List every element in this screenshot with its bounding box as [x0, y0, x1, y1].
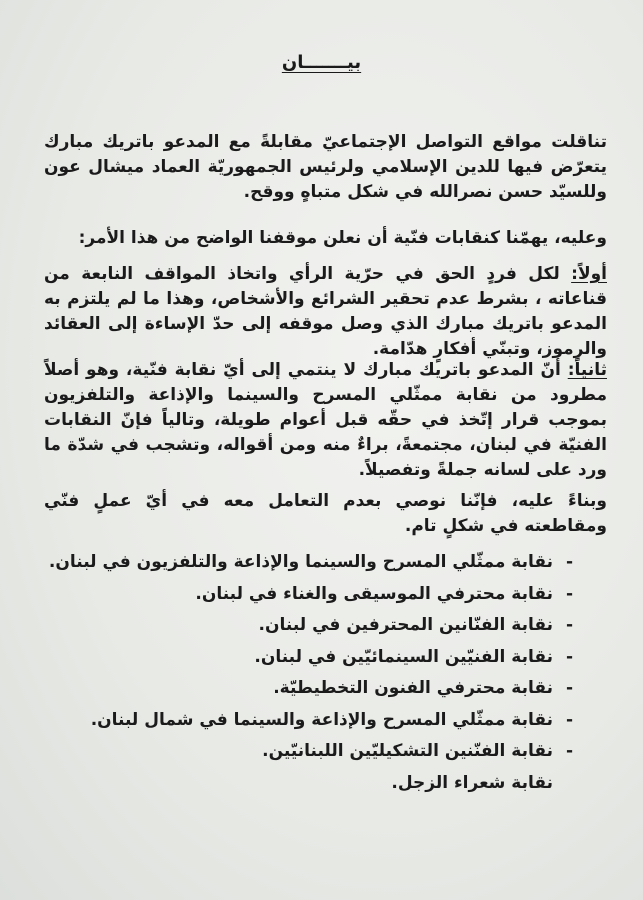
first-point-paragraph — [44, 262, 607, 362]
second-point-paragraph — [44, 358, 607, 483]
stance-paragraph: وعليه، يهمّنا كنقابات فنّية أن نعلن موقفنا الواضح من هذا الأمر: — [78, 228, 607, 248]
first-point-text: لكل فردٍ الحق في حرّية الرأي واتخاذ المواقف النابعة من قناعاته ، بشرط عدم تحقير الشرائع والأشخاص، وهذا ما لم يلتزم به المدعو باتريك مبارك الذي وصل موقفه إلى حدّ الإساءة إلى العقائد والرموز، وتبنّي أفكارٍ هدّامة. — [44, 264, 607, 359]
second-point-text: أنّ المدعو باتريك مبارك لا ينتمي إلى أيّ نقابة فنّية، وهو أصلاً مطرود من نقابة ممثّلي المسرح والسينما والإذاعة والتلفزيون بموجب قرار إتّخذ في حقّه قبل أعوام طويلة، وتالياً فإنّ النقابات الفنيّة في لبنان، مجتمعةً، براءٌ منه ومن أقواله، وتشجب في شدّة ما ورد على لسانه جملةً وتفصيلاً. — [44, 360, 607, 480]
list-item — [48, 547, 573, 579]
syndicate-name: نقابة الفنّانين المحترفين في لبنان. — [258, 615, 553, 635]
dash-bullet: - — [565, 741, 573, 761]
dash-bullet: - — [565, 615, 573, 635]
second-point-label: ثانياً: — [567, 360, 607, 380]
dash-bullet: - — [565, 552, 573, 572]
dash-bullet: - — [565, 709, 573, 730]
intro-paragraph: تناقلت مواقع التواصل الإجتماعيّ مقابلةً مع المدعو باتريك مبارك يتعرّض فيها للدين الإسلامي ولرئيس الجمهوريّة العماد ميشال عون وللسيّد حسن نصرالله في شكل متباهٍ ووقح. — [44, 132, 607, 202]
list-item — [60, 610, 573, 642]
syndicate-name: نقابة ممثّلي المسرح والإذاعة والسينما في شمال لبنان. — [90, 709, 553, 730]
syndicate-name: نقابة ممثّلي المسرح والسينما والإذاعة والتلفزيون في لبنان. — [48, 552, 553, 572]
conclusion-paragraph: وبناءً عليه، فإنّنا نوصي بعدم التعامل معه في أيّ عملٍ فنّي ومقاطعته في شكلٍ تام. — [44, 491, 607, 536]
syndicate-name: نقابة الفنيّين السينمائيّين في لبنان. — [254, 646, 553, 667]
syndicate-name: نقابة محترفي الموسيقى والغناء في لبنان. — [195, 583, 553, 604]
syndicate-name: نقابة محترفي الفنون التخطيطيّة. — [273, 678, 553, 698]
list-item — [60, 673, 573, 705]
dash-bullet: - — [565, 678, 573, 698]
first-point-label: أولاً: — [571, 264, 607, 284]
document-title: بيـــــــان — [281, 52, 362, 73]
syndicates-list — [48, 547, 573, 799]
syndicate-name: نقابة الفنّنين التشكيليّين اللبنانيّين. — [262, 741, 553, 761]
list-item — [60, 736, 573, 768]
list-item — [60, 579, 573, 611]
dash-bullet: - — [565, 583, 573, 604]
list-item — [60, 768, 573, 800]
dash-bullet: - — [565, 646, 573, 667]
list-item — [60, 642, 573, 674]
syndicate-name: نقابة شعراء الزجل. — [391, 772, 553, 793]
list-item — [60, 705, 573, 737]
